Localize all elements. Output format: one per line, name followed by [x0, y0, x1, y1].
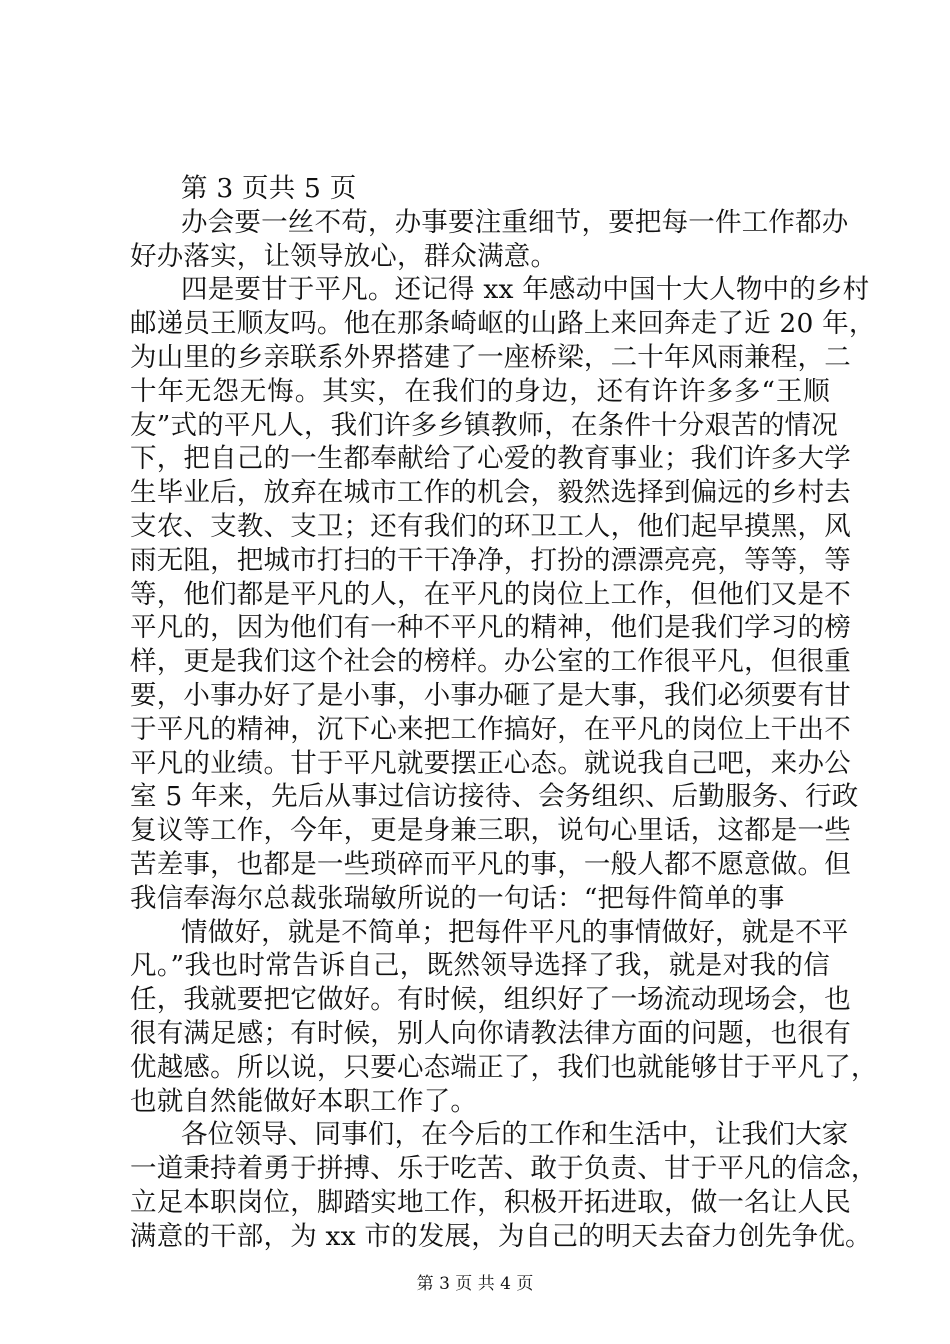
page-footer: 第 3 页 共 4 页 [416, 1274, 534, 1294]
text-line: 等，他们都是平凡的人，在平凡的岗位上工作，但他们又是不 [130, 578, 851, 610]
text-line: 我信奉海尔总裁张瑞敏所说的一句话：“把每件简单的事 [130, 882, 785, 914]
text-line: 为山里的乡亲联系外界搭建了一座桥梁，二十年风雨兼程，二 [130, 341, 851, 373]
text-line: 室 5 年来，先后从事过信访接待、会务组织、后勤服务、行政 [130, 781, 859, 813]
text-line: 平凡的，因为他们有一种不平凡的精神，他们是我们学习的榜 [130, 612, 851, 644]
text-line: 雨无阻，把城市打扫的干干净净，打扮的漂漂亮亮，等等，等 [130, 544, 851, 576]
text-line: 各位领导、同事们，在今后的工作和生活中，让我们大家 [181, 1119, 849, 1151]
text-line: 平凡的业绩。甘于平凡就要摆正心态。就说我自己吧，来办公 [130, 747, 851, 779]
text-line: 立足本职岗位，脚踏实地工作，积极开拓进取，做一名让人民 [130, 1186, 851, 1218]
text-line: 凡。”我也时常告诉自己，既然领导选择了我，就是对我的信 [130, 950, 830, 982]
text-line: 于平凡的精神，沉下心来把工作搞好，在平凡的岗位上干出不 [130, 713, 851, 745]
text-line: 满意的干部，为 xx 市的发展，为自己的明天去奋力创先争优。 [130, 1220, 872, 1252]
text-line: 四是要甘于平凡。还记得 xx 年感动中国十大人物中的乡村 [181, 274, 870, 306]
text-line: 生毕业后，放弃在城市工作的机会，毅然选择到偏远的乡村去 [130, 477, 851, 509]
text-line: 一道秉持着勇于拼搏、乐于吃苦、敢于负责、甘于平凡的信念， [130, 1153, 878, 1185]
text-line: 支农、支教、支卫；还有我们的环卫工人，他们起早摸黑，风 [130, 510, 851, 542]
text-line: 任，我就要把它做好。有时候，组织好了一场流动现场会，也 [130, 984, 851, 1016]
text-line: 情做好，就是不简单；把每件平凡的事情做好，就是不平 [181, 916, 849, 948]
text-line: 很有满足感；有时候，别人向你请教法律方面的问题，也很有 [130, 1017, 851, 1049]
text-line: 友”式的平凡人，我们许多乡镇教师，在条件十分艰苦的情况 [130, 409, 838, 441]
text-line: 复议等工作，今年，更是身兼三职，说句心里话，这都是一些 [130, 815, 851, 847]
text-line: 十年无怨无悔。其实，在我们的身边，还有许许多多“王顺 [130, 375, 830, 407]
document-body [130, 172, 878, 1254]
text-line: 好办落实，让领导放心，群众满意。 [130, 240, 558, 272]
text-line: 优越感。所以说，只要心态端正了，我们也就能够甘于平凡了， [130, 1051, 878, 1083]
text-line: 也就自然能做好本职工作了。 [130, 1085, 478, 1117]
header-line: 第 3 页共 5 页 [181, 173, 357, 204]
text-line: 邮递员王顺友吗。他在那条崎岖的山路上来回奔走了近 20 年， [130, 308, 876, 340]
text-line: 苦差事，也都是一些琐碎而平凡的事，一般人都不愿意做。但 [130, 848, 851, 880]
text-line: 办会要一丝不苟，办事要注重细节，要把每一件工作都办 [181, 206, 849, 238]
text-line: 样，更是我们这个社会的榜样。办公室的工作很平凡，但很重 [130, 646, 851, 678]
text-line: 要，小事办好了是小事，小事办砸了是大事，我们必须要有甘 [130, 679, 851, 711]
text-line: 下，把自己的一生都奉献给了心爱的教育事业；我们许多大学 [130, 443, 851, 475]
